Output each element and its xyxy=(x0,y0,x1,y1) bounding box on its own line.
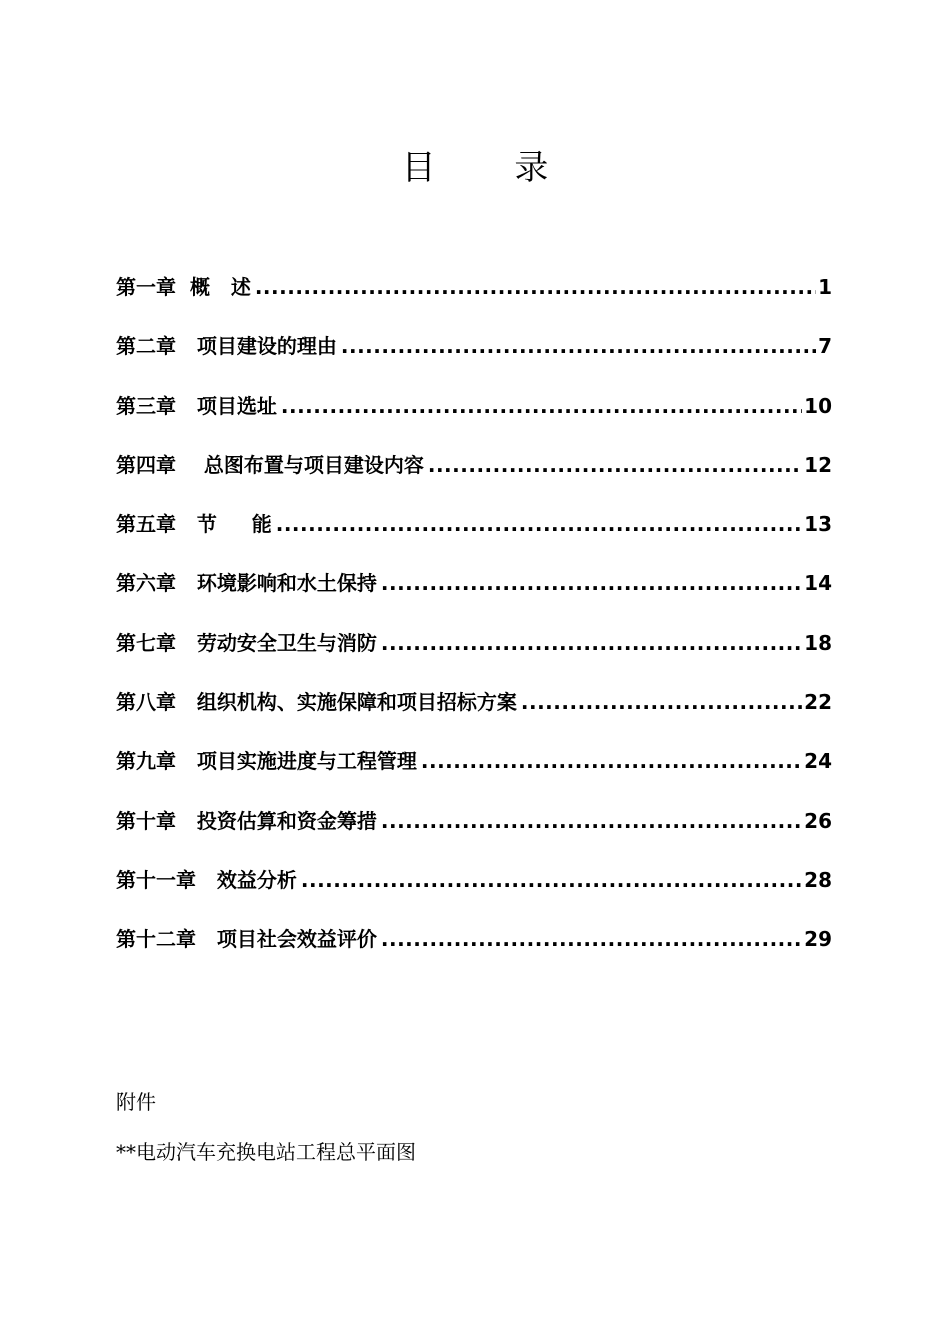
toc-leader xyxy=(421,741,802,781)
table-of-contents xyxy=(116,267,832,979)
toc-chapter: 第八章 xyxy=(116,690,176,715)
page-title: 目 录 xyxy=(401,148,583,188)
toc-entry[interactable] xyxy=(116,919,832,978)
toc-title: 概 述 xyxy=(189,275,251,299)
toc-page-number: 10 xyxy=(804,393,832,418)
toc-page-number: 1 xyxy=(818,275,832,299)
toc-page-number: 28 xyxy=(804,867,832,892)
toc-title: 组织机构、实施保障和项目招标方案 xyxy=(196,690,517,715)
toc-leader xyxy=(381,801,802,841)
toc-entry[interactable] xyxy=(116,326,832,385)
toc-leader xyxy=(276,504,802,544)
toc-chapter: 第五章 xyxy=(116,512,176,537)
toc-entry[interactable] xyxy=(116,563,832,622)
toc-page-number: 13 xyxy=(804,512,832,537)
toc-leader xyxy=(381,919,802,959)
toc-title: 项目选址 xyxy=(196,393,277,418)
toc-entry[interactable] xyxy=(116,860,832,919)
toc-title: 劳动安全卫生与消防 xyxy=(196,630,377,655)
toc-leader xyxy=(281,386,802,426)
toc-chapter: 第四章 xyxy=(116,452,176,477)
toc-page-number: 22 xyxy=(804,690,832,715)
toc-chapter: 第十二章 xyxy=(116,927,196,952)
toc-page-number: 26 xyxy=(804,808,832,833)
toc-chapter: 第七章 xyxy=(116,630,176,655)
toc-title: 环境影响和水土保持 xyxy=(196,571,377,596)
toc-entry[interactable] xyxy=(116,504,832,563)
toc-leader xyxy=(381,623,802,663)
toc-title: 节 能 xyxy=(196,512,272,537)
toc-leader xyxy=(255,267,816,307)
toc-entry[interactable] xyxy=(116,623,832,682)
toc-page-number: 7 xyxy=(818,334,832,359)
toc-page-number: 24 xyxy=(804,749,832,774)
toc-leader xyxy=(381,563,802,603)
toc-title: 效益分析 xyxy=(216,867,297,892)
toc-title: 项目实施进度与工程管理 xyxy=(196,749,417,774)
toc-title: 项目建设的理由 xyxy=(196,334,337,359)
appendix-item: **电动汽车充换电站工程总平面图 xyxy=(116,1140,416,1164)
toc-chapter: 第十一章 xyxy=(116,867,196,892)
appendix-heading: 附件 xyxy=(116,1090,156,1114)
toc-page-number: 12 xyxy=(804,452,832,477)
toc-entry[interactable] xyxy=(116,741,832,800)
toc-title: 总图布置与项目建设内容 xyxy=(203,452,424,477)
toc-chapter: 第一章 xyxy=(116,275,176,299)
toc-chapter: 第十章 xyxy=(116,808,176,833)
toc-page-number: 18 xyxy=(804,630,832,655)
toc-chapter: 第三章 xyxy=(116,393,176,418)
toc-chapter: 第六章 xyxy=(116,571,176,596)
toc-leader xyxy=(301,860,802,900)
toc-leader xyxy=(428,445,802,485)
toc-title: 投资估算和资金筹措 xyxy=(196,808,377,833)
toc-chapter: 第二章 xyxy=(116,334,176,359)
toc-page-number: 29 xyxy=(804,927,832,952)
toc-entry[interactable] xyxy=(116,682,832,741)
toc-entry[interactable] xyxy=(116,386,832,445)
toc-entry[interactable] xyxy=(116,801,832,860)
toc-page-number: 14 xyxy=(804,571,832,596)
toc-title: 项目社会效益评价 xyxy=(216,927,377,952)
toc-leader xyxy=(341,326,816,366)
toc-chapter: 第九章 xyxy=(116,749,176,774)
toc-entry[interactable] xyxy=(116,445,832,504)
toc-entry[interactable] xyxy=(116,267,832,326)
toc-leader xyxy=(521,682,802,722)
